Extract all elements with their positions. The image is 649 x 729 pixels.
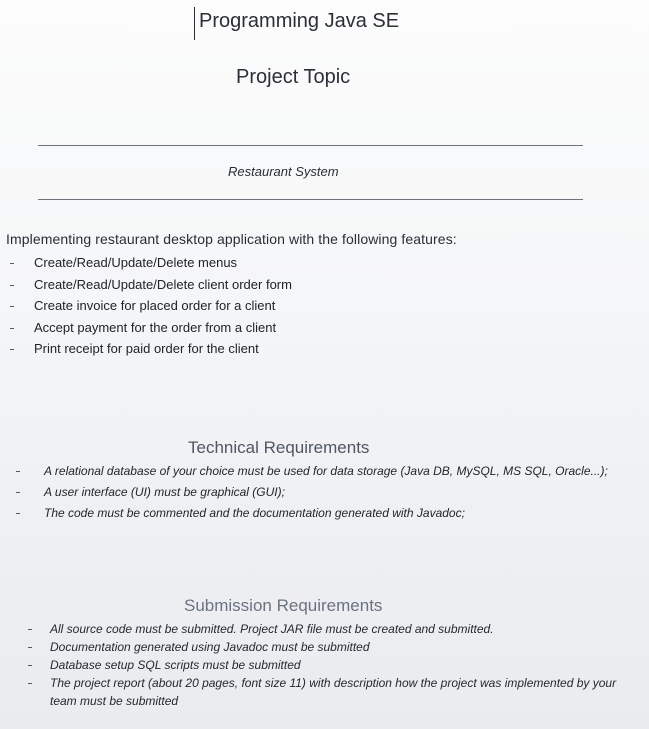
feature-list: [34, 252, 292, 360]
technical-requirements-heading: Technical Requirements: [188, 438, 370, 457]
submission-requirements-heading: Submission Requirements: [184, 596, 383, 615]
submission-requirement-item: [50, 674, 635, 710]
feature-item-text: Print receipt for paid order for the client: [34, 341, 259, 356]
submission-requirement-item: [50, 638, 635, 656]
bullet-dash-icon: [28, 683, 32, 684]
technical-requirement-item: [44, 483, 629, 501]
project-system-name: Restaurant System: [228, 164, 339, 179]
bullet-dash-icon: [10, 285, 14, 286]
technical-requirement-text: A user interface (UI) must be graphical (GUI);: [44, 485, 285, 499]
technical-requirement-item: [44, 504, 629, 522]
bullet-dash-icon: [10, 263, 14, 264]
bullet-dash-icon: [10, 328, 14, 329]
text-cursor: [194, 7, 195, 40]
feature-item-text: Create invoice for placed order for a client: [34, 298, 276, 313]
intro-paragraph: Implementing restaurant desktop application with the following features:: [6, 231, 457, 247]
bottom-divider: [38, 199, 583, 200]
submission-requirement-text: The project report (about 20 pages, font size 11) with description how the project was implemented by your team must be submitted: [50, 676, 617, 708]
submission-requirement-text: All source code must be submitted. Project JAR file must be created and submitted.: [50, 622, 494, 636]
technical-requirement-text: A relational database of your choice must be used for data storage (Java DB, MySQL, MS SQL, Oracle...);: [44, 464, 608, 478]
submission-requirement-text: Database setup SQL scripts must be submitted: [50, 658, 301, 672]
bullet-dash-icon: [10, 306, 14, 307]
technical-requirements-list: [44, 462, 629, 525]
submission-requirements-list: [50, 620, 635, 710]
feature-item-text: Accept payment for the order from a client: [34, 319, 277, 335]
feature-item: [34, 274, 292, 296]
feature-item: [34, 317, 292, 339]
bullet-dash-icon: [16, 513, 20, 514]
bullet-dash-icon: [16, 492, 20, 493]
top-divider: [38, 145, 583, 146]
project-topic-heading: Project Topic: [236, 66, 351, 88]
feature-item: [34, 295, 292, 317]
bullet-dash-icon: [28, 665, 32, 666]
feature-item-text: Create/Read/Update/Delete menus: [34, 255, 238, 270]
feature-item: [34, 338, 292, 360]
technical-requirement-text: The code must be commented and the documentation generated with Javadoc;: [44, 506, 465, 520]
submission-requirement-text: Documentation generated using Javadoc must be submitted: [50, 640, 370, 654]
feature-item-text: Create/Read/Update/Delete client order form: [34, 276, 292, 292]
bullet-dash-icon: [28, 647, 32, 648]
submission-requirement-item: [50, 620, 635, 638]
bullet-dash-icon: [16, 471, 20, 472]
bullet-dash-icon: [28, 629, 32, 630]
submission-requirement-item: [50, 656, 635, 674]
technical-requirement-item: [44, 462, 629, 480]
document-title: Programming Java SE: [199, 10, 400, 32]
feature-item: [34, 252, 292, 274]
bullet-dash-icon: [10, 349, 14, 350]
